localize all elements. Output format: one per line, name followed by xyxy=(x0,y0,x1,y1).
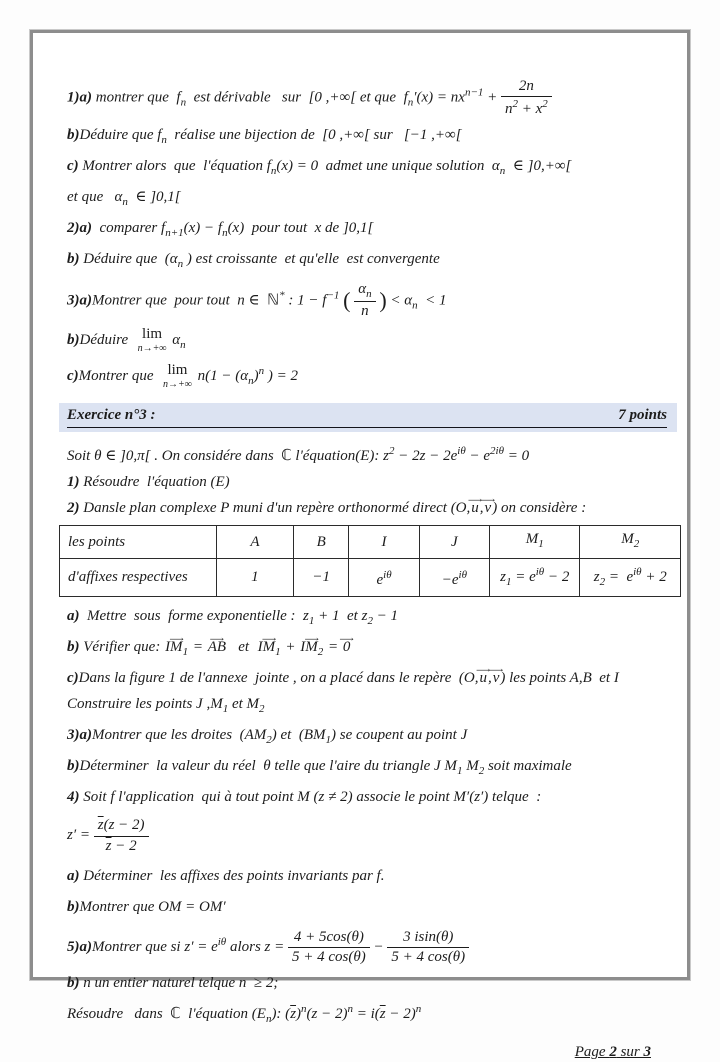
line-ex3-4: 4) Soit f l'application qui à tout point M (z ≠ 2) associe le point M′(z′) telque : xyxy=(67,789,542,806)
line-ex2-1b: b)Déduire que $f_n$ réalise une bijection de [0 ,+∞[ sur [−1 ,+∞[ xyxy=(67,126,462,146)
points-table xyxy=(59,525,681,597)
line-ex3-5b: b) n un entier naturel telque n ≥ 2; xyxy=(67,975,279,992)
page-border xyxy=(30,30,690,1061)
line-ex3-2c-cont: Construire les points J $,M_1$ et $M_2$ xyxy=(67,696,265,716)
line-ex3-3b: b)Déterminer la valeur du réel θ telle que l'aire du triangle J $M_1$ $M_2$ soit maximale xyxy=(67,758,572,778)
table-cell: A xyxy=(216,526,293,559)
line-ex3-5b-cont: Résoudre dans ℂ l'équation $(E_n)$: $(\overline{z})^n(z - 2)^n = i(\overline{z} - 2)^n$ xyxy=(67,1003,422,1026)
table-cell: les points xyxy=(60,526,217,559)
line-ex3-3a: 3)a)Montrer que les droites $(AM_2)$ et $(BM_1)$ se coupent au point J xyxy=(67,727,468,747)
line-ex3-q2: 2) Dansle plan complexe P muni d'un repère orthonormé direct (O,⟶ u,⟶ v) on considère : xyxy=(67,499,663,518)
exam-page-content xyxy=(33,33,687,1062)
line-ex3-4a: a) Déterminer les affixes des points invariants par f. xyxy=(67,867,385,884)
line-ex3-2b: b) Vérifier que: ⟶ $IM_1$ = ⟶ AB et ⟶ $IM_1$ + ⟶ $IM_2$ = ⟶ 0 xyxy=(67,638,663,662)
line-ex2-3b: b)Déduire lim n→+∞ $\alpha_n$ xyxy=(67,326,186,355)
line-ex2-3c: c)Montrer que lim n→+∞ $n(1 - (\alpha_n)^n$ ) = 2 xyxy=(67,362,299,391)
page-number: Page 2 sur 3 xyxy=(574,1044,651,1061)
table-cell: $M_1$ xyxy=(490,526,580,559)
line-ex2-2a: 2)a) comparer $f_{n+1}(x) - f_n(x)$ pour tout x de ]0,1[ xyxy=(67,219,374,239)
table-cell: $z_2 = e^{i\theta} + 2$ xyxy=(580,559,681,597)
line-ex3-intro: Soit θ ∈ ]0,π[ . On considére dans ℂ l'équation(E): $z^2 - 2z - 2e^{i\theta} - e^{2i\theta} = 0$ xyxy=(67,445,530,465)
table-cell: $M_2$ xyxy=(580,526,681,559)
line-ex2-3a: 3)a)Montrer que pour tout n ∈ ℕ* : $1 - f^{-1}$ ( $\frac{\alpha_n}{n}$ ) < $\alpha_n < 1$ xyxy=(67,280,447,320)
table-cell: B xyxy=(294,526,349,559)
table-cell: $-e^{i\theta}$ xyxy=(419,559,489,597)
table-row-points xyxy=(60,526,681,559)
table-cell: I xyxy=(349,526,419,559)
line-ex2-1c-cont: et que $\alpha_n$ ∈ ]0,1[ xyxy=(67,188,181,208)
line-ex3-4-formula: z′ = $\frac{\overline{z}(z - 2)}{\overline{z} - 2}$ xyxy=(67,817,663,855)
table-cell: d'affixes respectives xyxy=(60,559,217,597)
line-ex3-2c: c)Dans la figure 1 de l'annexe jointe , on a placé dans le repère (O,⟶ u,⟶ v) les points A,B et I xyxy=(67,669,663,688)
table-cell: $z_1 = e^{i\theta} - 2$ xyxy=(490,559,580,597)
line-ex3-5a: 5)a)Montrer que si $z' = e^{i\theta}$ alors z = $\frac{4 + 5\cos(\theta)}{5 + 4 \cos(\theta)}$ − $\frac{3 isin(\theta)}{5 + 4 \cos(\theta)}$ xyxy=(67,929,663,967)
line-ex2-1a: 1)a) montrer que $f_n$ est dérivable sur [0 ,+∞[ et que $f_n'(x) = nx^{n-1}$ + $\frac{2n}{n^2 + x^2}$ xyxy=(67,78,663,119)
exercise3-title: Exercice n°3 : xyxy=(67,407,156,424)
table-cell: 1 xyxy=(216,559,293,597)
table-row-affixes xyxy=(60,559,681,597)
exercise3-points: 7 points xyxy=(618,407,667,424)
line-ex3-2a: a) Mettre sous forme exponentielle : $z_1 + 1$ et $z_2 - 1$ xyxy=(67,608,399,628)
line-ex3-q1: 1) Résoudre l'équation (E) xyxy=(67,474,230,491)
line-ex3-4b: b)Montrer que OM = OM′ xyxy=(67,898,226,915)
line-ex2-2b: b) Déduire que ($\alpha_n$ ) est croissante et qu'elle est convergente xyxy=(67,250,440,270)
table-cell: −1 xyxy=(294,559,349,597)
exercise3-header xyxy=(59,403,677,432)
table-cell: $e^{i\theta}$ xyxy=(349,559,419,597)
line-ex2-1c: c) Montrer alors que l'équation $f_n(x) = 0$ admet une unique solution $\alpha_n$ ∈ ]0,+∞[ xyxy=(67,157,572,177)
table-cell: J xyxy=(419,526,489,559)
